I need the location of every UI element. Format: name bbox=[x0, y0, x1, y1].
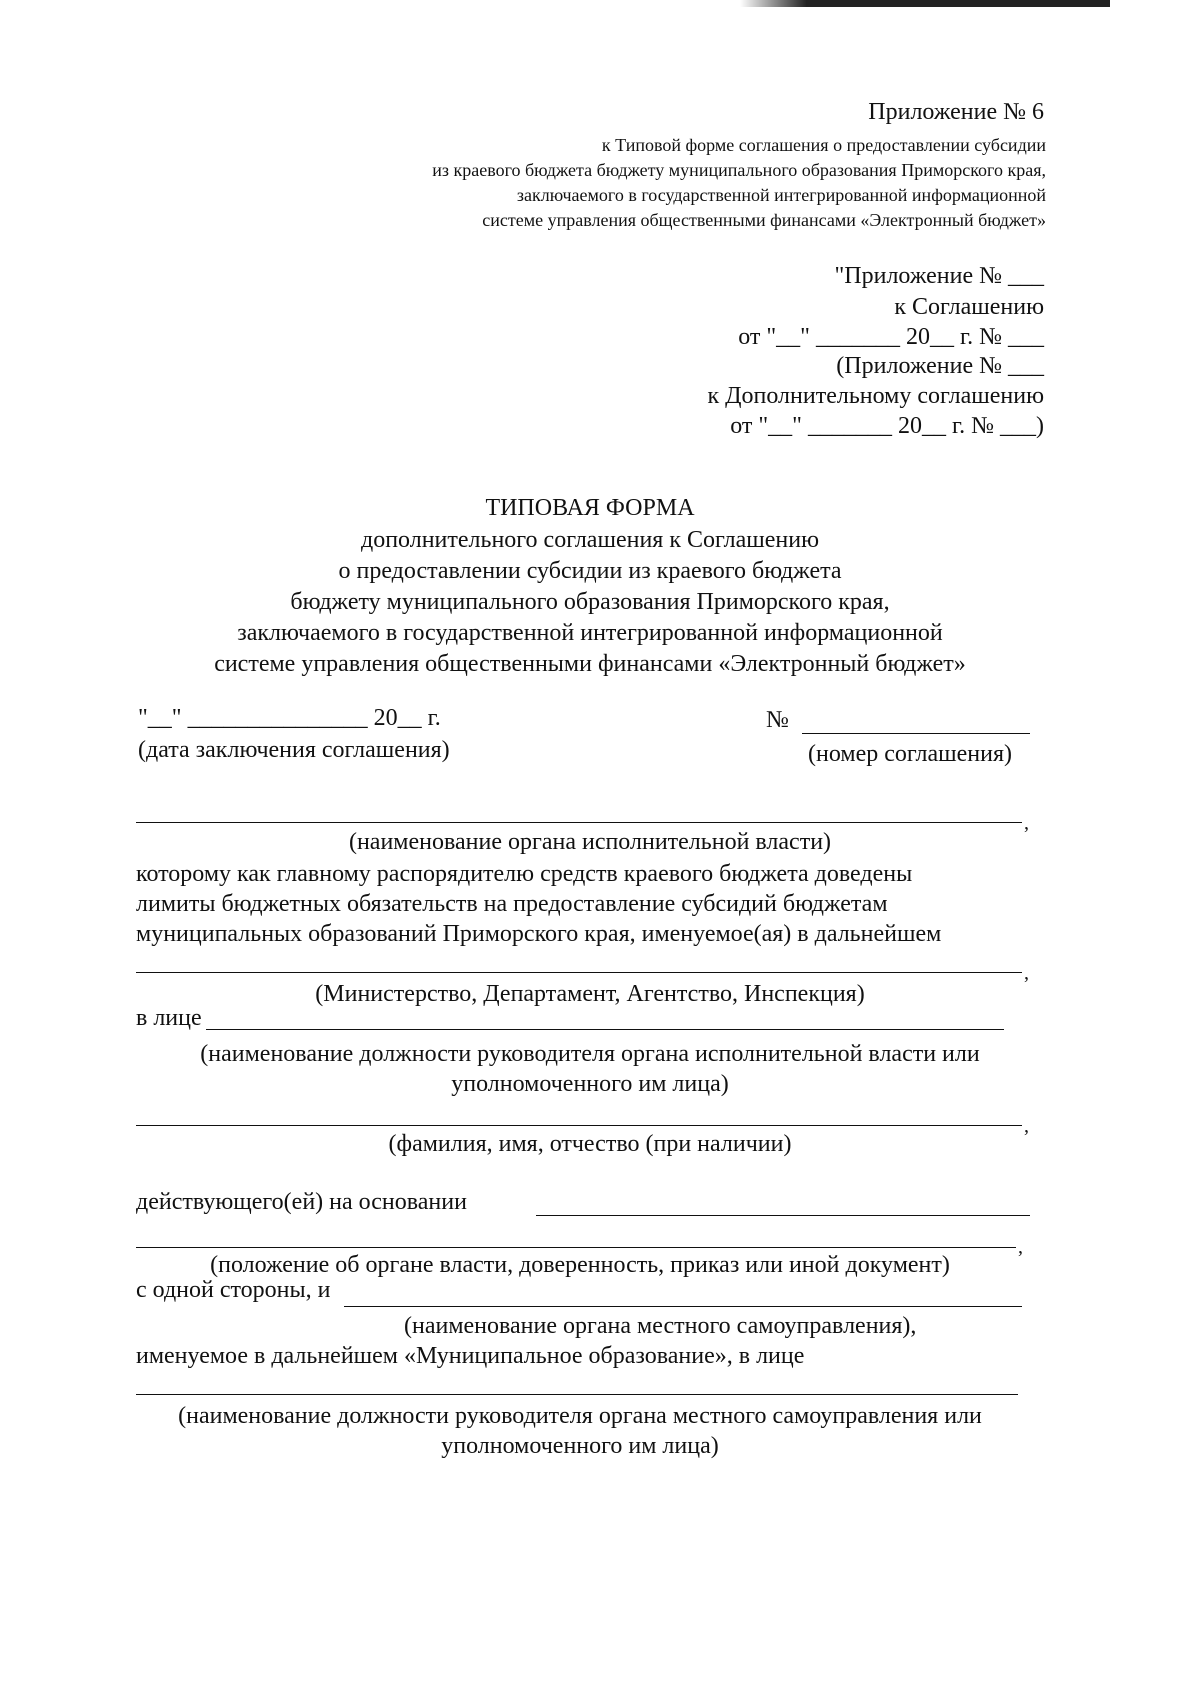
form-title-line-4: заключаемого в государственной интегрированной информационной bbox=[237, 620, 943, 646]
agreement-number-field bbox=[802, 733, 1030, 734]
caption-position-line-2: уполномоченного им лица) bbox=[451, 1071, 729, 1097]
caption-position-line-1: (наименование должности руководителя органа исполнительной власти или bbox=[200, 1041, 980, 1067]
agreement-number-caption: (номер соглашения) bbox=[808, 741, 1012, 767]
agreement-date-line: "__" _______________ 20__ г. bbox=[138, 705, 441, 731]
caption-local-position-line-1: (наименование должности руководителя органа местного самоуправления или bbox=[178, 1403, 982, 1429]
acting-label: действующего(ей) на основании bbox=[136, 1189, 467, 1215]
caption-local-gov: (наименование органа местного самоуправления), bbox=[404, 1313, 917, 1339]
position-field bbox=[206, 1029, 1004, 1030]
attachment-ref-line-3: от "__" _______ 20__ г. № ___ bbox=[738, 324, 1044, 350]
form-title-heading: ТИПОВАЯ ФОРМА bbox=[485, 495, 695, 521]
caption-document: (положение об органе власти, доверенность, приказ или иной документ) bbox=[210, 1252, 950, 1278]
caption-full-name: (фамилия, имя, отчество (при наличии) bbox=[388, 1131, 792, 1157]
appendix-line-4: системе управления общественными финансами «Электронный бюджет» bbox=[482, 210, 1046, 230]
appendix-line-1: к Типовой форме соглашения о предоставлении субсидии bbox=[601, 135, 1046, 155]
short-name-field bbox=[136, 972, 1022, 973]
caption-ministry: (Министерство, Департамент, Агентство, Инспекция) bbox=[315, 981, 865, 1007]
basis-field bbox=[536, 1215, 1030, 1216]
local-position-field bbox=[136, 1394, 1018, 1395]
paragraph-line-3: муниципальных образований Приморского края, именуемое(ая) в дальнейшем bbox=[136, 921, 942, 947]
field-comma: , bbox=[1018, 1236, 1023, 1258]
attachment-ref-line-1: "Приложение № ___ bbox=[834, 263, 1044, 289]
agreement-number-sign: № bbox=[766, 707, 789, 733]
form-title-line-3: бюджету муниципального образования Приморского края, bbox=[290, 589, 890, 615]
field-comma: , bbox=[1024, 1115, 1029, 1137]
appendix-title: Приложение № 6 bbox=[868, 99, 1044, 125]
local-gov-field bbox=[344, 1306, 1022, 1307]
form-title-line-2: о предоставлении субсидии из краевого бюджета bbox=[338, 558, 842, 584]
field-comma: , bbox=[1024, 962, 1029, 984]
attachment-ref-line-4: (Приложение № ___ bbox=[836, 353, 1044, 379]
caption-local-position-line-2: уполномоченного им лица) bbox=[441, 1433, 719, 1459]
municipality-line: именуемое в дальнейшем «Муниципальное образование», в лице bbox=[136, 1343, 805, 1369]
attachment-ref-line-6: от "__" _______ 20__ г. № ___) bbox=[730, 413, 1044, 439]
form-title-line-5: системе управления общественными финансами «Электронный бюджет» bbox=[214, 651, 966, 677]
basis-field-continued bbox=[136, 1247, 1016, 1248]
full-name-field bbox=[136, 1125, 1022, 1126]
executive-body-field bbox=[136, 822, 1022, 823]
field-comma: , bbox=[1024, 812, 1029, 834]
paragraph-line-1: которому как главному распорядителю средств краевого бюджета доведены bbox=[136, 861, 913, 887]
agreement-date-caption: (дата заключения соглашения) bbox=[138, 737, 450, 763]
in-person-label: в лице bbox=[136, 1005, 202, 1031]
scan-edge-mark bbox=[740, 0, 1110, 7]
caption-executive-body: (наименование органа исполнительной власти) bbox=[348, 829, 832, 855]
paragraph-line-2: лимиты бюджетных обязательств на предоставление субсидий бюджетам bbox=[136, 891, 888, 917]
attachment-ref-line-5: к Дополнительному соглашению bbox=[707, 383, 1044, 409]
appendix-line-2: из краевого бюджета бюджету муниципального образования Приморского края, bbox=[432, 160, 1046, 180]
attachment-ref-line-2: к Соглашению bbox=[894, 294, 1044, 320]
one-side-label: с одной стороны, и bbox=[136, 1277, 331, 1303]
form-title-line-1: дополнительного соглашения к Соглашению bbox=[361, 527, 819, 553]
appendix-line-3: заключаемого в государственной интегрированной информационной bbox=[516, 185, 1046, 205]
